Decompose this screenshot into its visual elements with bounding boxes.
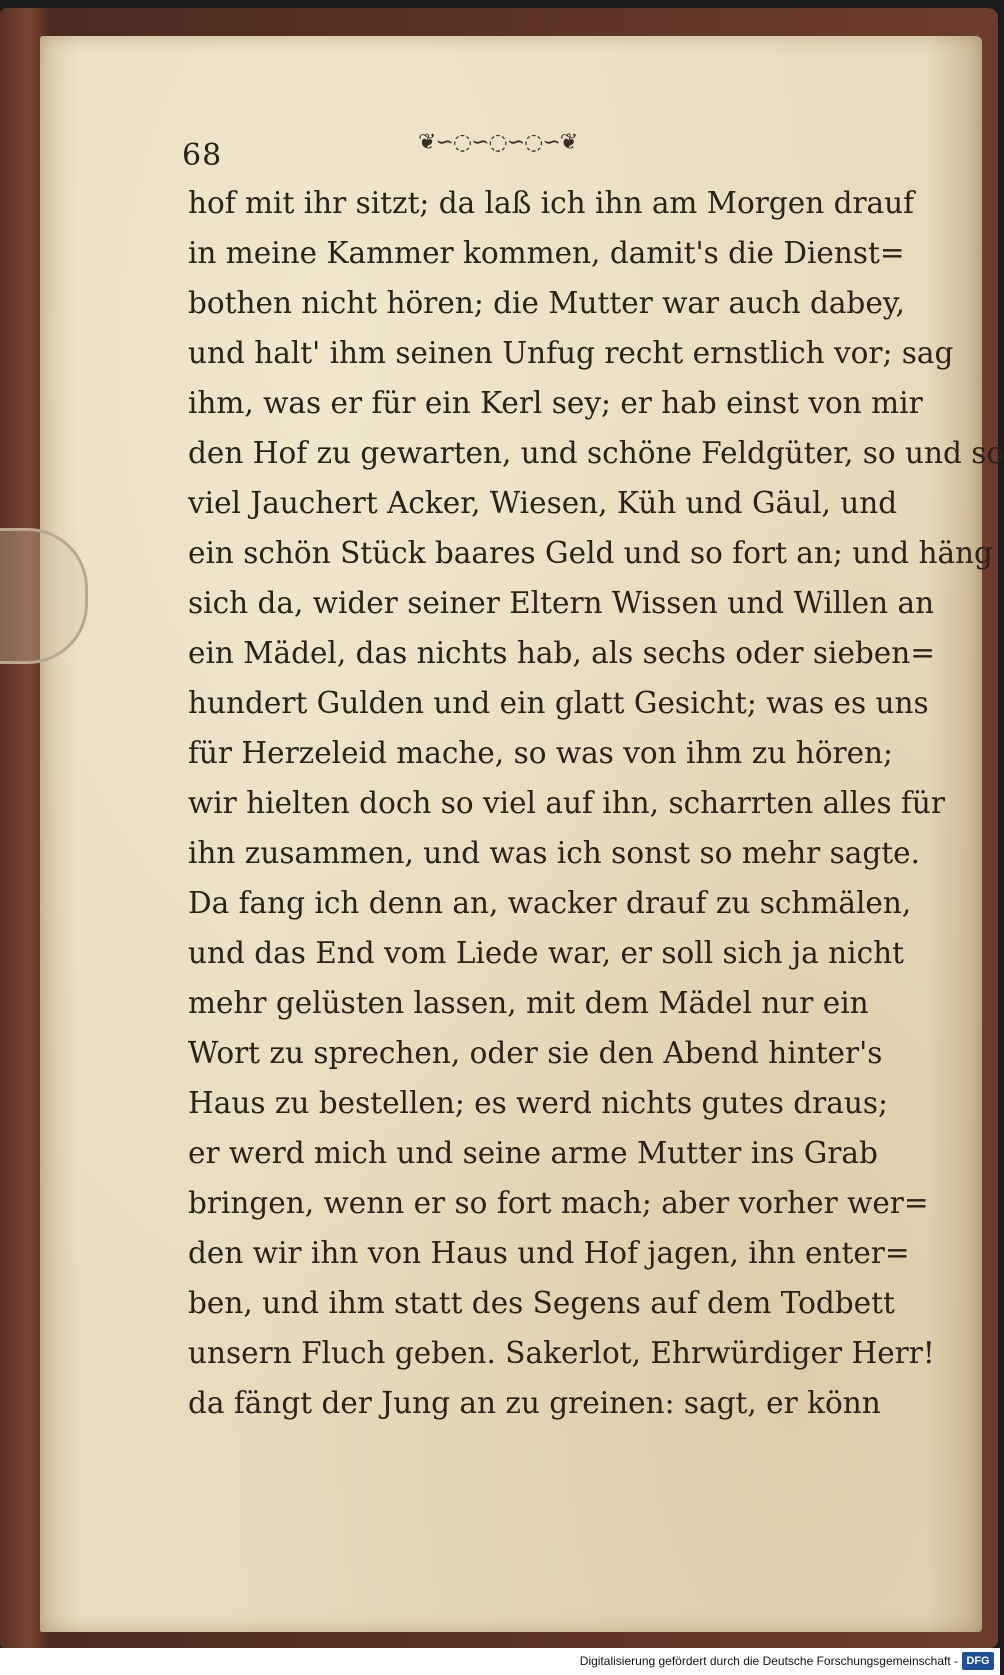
text-line: Wort zu sprechen, oder sie den Abend hinter's (188, 1036, 883, 1070)
text-line: er werd mich und seine arme Mutter ins Grab (188, 1136, 878, 1170)
text-line: bothen nicht hören; die Mutter war auch dabey, (188, 286, 905, 320)
text-line: mehr gelüsten lassen, mit dem Mädel nur ein (188, 986, 869, 1020)
text-line: den wir ihn von Haus und Hof jagen, ihn enter= (188, 1236, 910, 1270)
text-line: und halt' ihm seinen Unfug recht ernstlich vor; sag (188, 336, 954, 370)
text-line: bringen, wenn er so fort mach; aber vorher wer= (188, 1186, 929, 1220)
text-line: ihn zusammen, und was ich sonst so mehr sagte. (188, 836, 920, 870)
dfg-logo: DFG (962, 1652, 994, 1670)
text-line: da fängt der Jung an zu greinen: sagt, er könn (188, 1386, 881, 1420)
footer-credit: Digitalisierung gefördert durch die Deutsche Forschungsgemeinschaft - (579, 1654, 958, 1668)
text-line: Da fang ich denn an, wacker drauf zu schmälen, (188, 886, 912, 920)
body-text (188, 178, 1004, 1428)
text-line: in meine Kammer kommen, damit's die Dienst= (188, 236, 905, 270)
text-line: ben, und ihm statt des Segens auf dem Todbett (188, 1286, 895, 1320)
text-line: ein Mädel, das nichts hab, als sechs oder sieben= (188, 636, 935, 670)
text-line: sich da, wider seiner Eltern Wissen und Willen an (188, 586, 935, 620)
text-line: für Herzeleid mache, so was von ihm zu hören; (188, 736, 893, 770)
text-line: den Hof zu gewarten, und schöne Feldgüter, so und so (188, 436, 1004, 470)
text-line: hof mit ihr sitzt; da laß ich ihn am Morgen drauf (188, 186, 915, 220)
header-ornament: ❦∽◌∽◌∽◌∽❦ (418, 130, 578, 155)
text-line: hundert Gulden und ein glatt Gesicht; was es uns (188, 686, 929, 720)
footer-bar (0, 1648, 1000, 1675)
text-line: ihm, was er für ein Kerl sey; er hab einst von mir (188, 386, 923, 420)
page-number: 68 (182, 138, 223, 173)
text-line: wir hielten doch so viel auf ihn, scharrten alles für (188, 786, 946, 820)
text-line: und das End vom Liede war, er soll sich ja nicht (188, 936, 904, 970)
text-line: Haus zu bestellen; es werd nichts gutes draus; (188, 1086, 888, 1120)
text-line: unsern Fluch geben. Sakerlot, Ehrwürdiger Herr! (188, 1336, 935, 1370)
text-line: viel Jauchert Acker, Wiesen, Küh und Gäul, und (188, 486, 898, 520)
text-line: ein schön Stück baares Geld und so fort an; und häng (188, 536, 993, 570)
